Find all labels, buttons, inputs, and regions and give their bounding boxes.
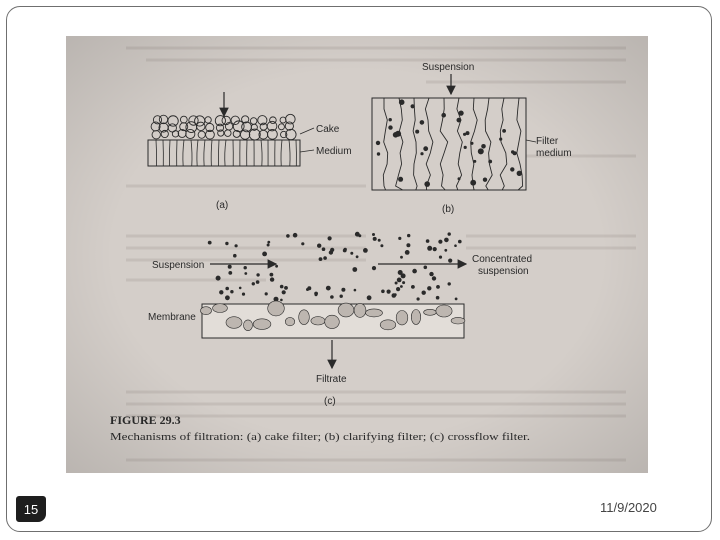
figure-photo [66, 36, 648, 473]
slide-number-badge: 15 [16, 496, 46, 522]
slide-date: 11/9/2020 [600, 500, 657, 515]
photo-vignette [66, 36, 648, 473]
filtration-diagram [66, 36, 648, 473]
